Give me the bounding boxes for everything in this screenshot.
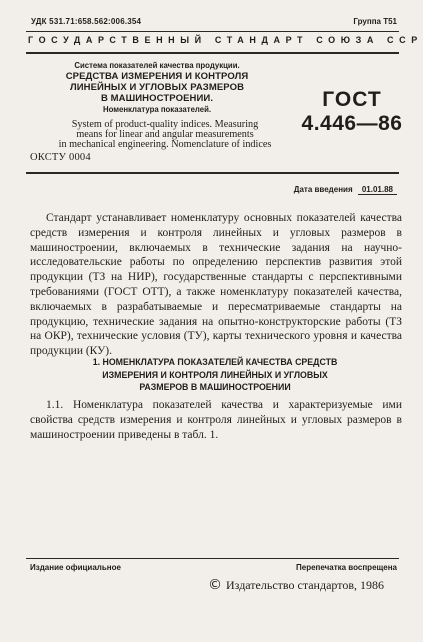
main-title-line-2: ЛИНЕЙНЫХ И УГЛОВЫХ РАЗМЕРОВ (69, 82, 245, 93)
main-title-line-1: СРЕДСТВА ИЗМЕРЕНИЯ И КОНТРОЛЯ (65, 71, 249, 82)
section-heading (50, 356, 380, 394)
effective-date (294, 185, 397, 195)
section-heading-line-1: 1. НОМЕНКЛАТУРА ПОКАЗАТЕЛЕЙ КАЧЕСТВА СРЕДСТВ (92, 357, 338, 367)
english-title-line-2: means for linear and angular measurements (76, 129, 254, 140)
main-title-line-3: В МАШИНОСТРОЕНИИ. (100, 93, 214, 104)
official-edition-note: Издание официальное (30, 563, 121, 572)
english-title-line-1: System of product-quality indices. Measuring (71, 119, 259, 130)
standard-banner: ГОСУДАРСТВЕННЫЙ СТАНДАРТ СОЮЗА ССР (28, 35, 423, 45)
section-heading-line-2: ИЗМЕРЕНИЯ И КОНТРОЛЯ ЛИНЕЙНЫХ И УГЛОВЫХ (102, 369, 328, 380)
copyright-icon: © (208, 577, 222, 593)
copyright-text: Издательство стандартов, 1986 (226, 578, 384, 592)
series-title: Система показателей качества продукции. (74, 61, 240, 70)
footer-rule (26, 558, 399, 559)
date-value: 01.01.88 (358, 185, 397, 195)
title-bottom-rule (26, 172, 399, 174)
copyright-line (208, 577, 384, 593)
title-block (30, 61, 284, 115)
clause-paragraph: 1.1. Номенклатура показателей качества и характеризуемые ими свойства средств измерения и контроля линейных и угловых размеров в машиностроении приведены в табл. 1. (30, 399, 402, 441)
intro-paragraph: Стандарт устанавливает номенклатуру основных показателей качества средств измерения и контроля линейных и угловых размеров в машиностроении, включаемых в технические задания на научно-исследовательские работы по определению перспектив развития этой продукции (ТЗ на НИР), государственные стандарты с перспективными требованиями (ГОСТ ОТТ), а также номенклатуру показателей качества, включаемых в разрабатываемые и пересматриваемые стандарты на продукцию, технические задания на опытно-конструкторские работы (ТЗ на ОКР), технические условия (ТУ), карты технического уровня и качества продукции (КУ). (30, 212, 402, 358)
okstu-code: ОКСТУ 0004 (30, 152, 91, 163)
top-rule (26, 31, 399, 32)
subtitle: Номенклатура показателей. (102, 105, 212, 114)
reprint-prohibited-note: Перепечатка воспрещена (296, 563, 397, 572)
section-heading-line-3: РАЗМЕРОВ В МАШИНОСТРОЕНИИ (139, 382, 291, 392)
date-label: Дата введения (293, 185, 353, 194)
english-title (30, 120, 300, 150)
gost-number: 4.446—86 (301, 112, 403, 135)
group-code: Группа Т51 (353, 17, 397, 26)
english-title-line-3: in mechanical engineering. Nomenclature of indices (58, 139, 272, 150)
udk-code: УДК 531.71:658.562:006.354 (31, 17, 142, 26)
banner-rule (26, 52, 399, 54)
gost-designation (300, 88, 404, 136)
gost-label: ГОСТ (322, 88, 382, 111)
